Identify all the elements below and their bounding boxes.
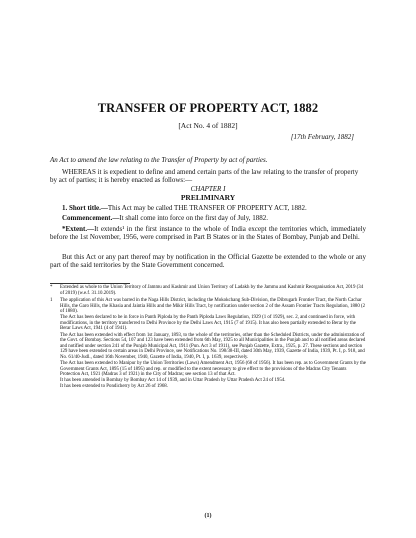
footnote-paragraph: The Act has been extended to Manipur by the Union Territories (Laws) Amendment Act, 1956 (68 of 1956). It has been rep. as to Government Grants by the Government Grants Act, 1895 (15 of 1895) and rep. or modified to the extent necessary to give effect to the provisions of the Madras City Tenants Protection Act, 1921 (Madras 3 of 1921) in the City of Madras; see section 13 of that Act.	[60, 361, 366, 378]
section-commencement	[50, 214, 366, 222]
section-1-short-title	[50, 204, 366, 212]
section-text: This Act may be called THE TRANSFER OF PROPERTY ACT, 1882.	[107, 204, 307, 212]
chapter-title: PRELIMINARY	[180, 193, 236, 202]
whereas-clause: WHEREAS it is expedient to define and amend certain parts of the law relating to the transfer of property by act of parties; it is hereby enacted as follows:—	[50, 168, 359, 185]
act-number: [Act No. 4 of 1882]	[178, 121, 238, 130]
footnote-mark: *	[50, 285, 53, 290]
footnote-text-block	[60, 298, 366, 391]
section-heading: 1. Short title.—	[62, 204, 108, 212]
footnote-paragraph: The application of this Act was barred in the Naga Hills District, including the Mokokchang Sub-Division, the Dibrugarh Frontier Tract, the North Cachar Hills, the Garo Hills, the Khasia and Jaintia Hills and the Mikir Hills Tract, by notification under section 2 of the Assam Frontier Tracts Regulation, 1880 (2 of 1880).	[60, 298, 366, 315]
footnote-1	[50, 298, 366, 391]
footnote-text: Extended as whole to the Union Territory of Jammu and Kashmir and Union Territory of Ladakh by the Jammu and Kashmir Reorganisation Act, 2019 (34 of 2019) (w.e.f. 31.10.2019).	[60, 285, 364, 296]
section-text: It extends¹ in the first instance to the whole of India except the territories which, immediately before the 1st November, 1956, were comprised in Part B States or in the States of Bombay, Punjab and Delhi.	[50, 225, 366, 242]
preamble: An Act to amend the law relating to the Transfer of Property by act of parties.	[50, 156, 268, 164]
act-date: [17th February, 1882]	[290, 133, 354, 141]
footnote-paragraph: It has been extended to Pondicherry by Act 26 of 1968.	[60, 384, 168, 390]
footnote-mark: 1	[50, 298, 53, 303]
section-text: It shall come into force on the first day of July, 1882.	[119, 214, 268, 222]
section-extent	[50, 225, 366, 242]
notification-paragraph: But this Act or any part thereof may by notification in the Official Gazette be extended to the whole or any part of the said territories by the State Government concerned.	[50, 253, 366, 270]
footnote-paragraph: The Act has been declared to be in force in Panth Piploda by the Panth Piploda Laws Regulation, 1929 (1 of 1929), sec. 2, and continued in force, with modifications, in the territory transferred to Delhi Province by the Delhi Laws Act, 1915 (7 of 1915). It has also been partially extended to Berar by the Berar Laws Act, 1941 (4 of 1941).	[60, 315, 356, 332]
page-title: TRANSFER OF PROPERTY ACT, 1882	[97, 101, 319, 115]
footnote-paragraph: It has been amended in Bombay by Bombay Act 14 of 1939, and in Uttar Pradesh by Uttar Pradesh Act 24 of 1954.	[60, 378, 286, 384]
page-number: (1)	[204, 513, 212, 519]
section-heading: Commencement.—	[62, 214, 120, 222]
footnote-star	[50, 285, 366, 296]
chapter-number: CHAPTER I	[190, 185, 226, 193]
section-heading: *Extent.—	[62, 225, 95, 233]
footnote-paragraph: The Act has been extended with effect from 1st January, 1893, to the whole of the territories, other than the Scheduled Districts, under the administration of the Govt. of Bombay. Sections 54, 107 and 123 have been extended from 6th May, 1925 to all Municipalities in the Punjab and to all notified areas declared and notified under section 241 of the Punjab Municipal Act, 1911 (Pun. Act 3 of 1911), see Punjab Gazette, Extra., 1925, p. 27. These sections and section 129 have been extended to certain areas in Delhi Province, see Notifications No. 198/38-III, dated 30th May, 1939, Gazette of India, 1939, Pt. I, p. 918, and No. 61/40-Judl., dated 16th November, 1940, Gazette of India, 1940, Pt. I, p. 1639, respectively.	[60, 332, 366, 360]
footnote-divider	[50, 283, 130, 284]
